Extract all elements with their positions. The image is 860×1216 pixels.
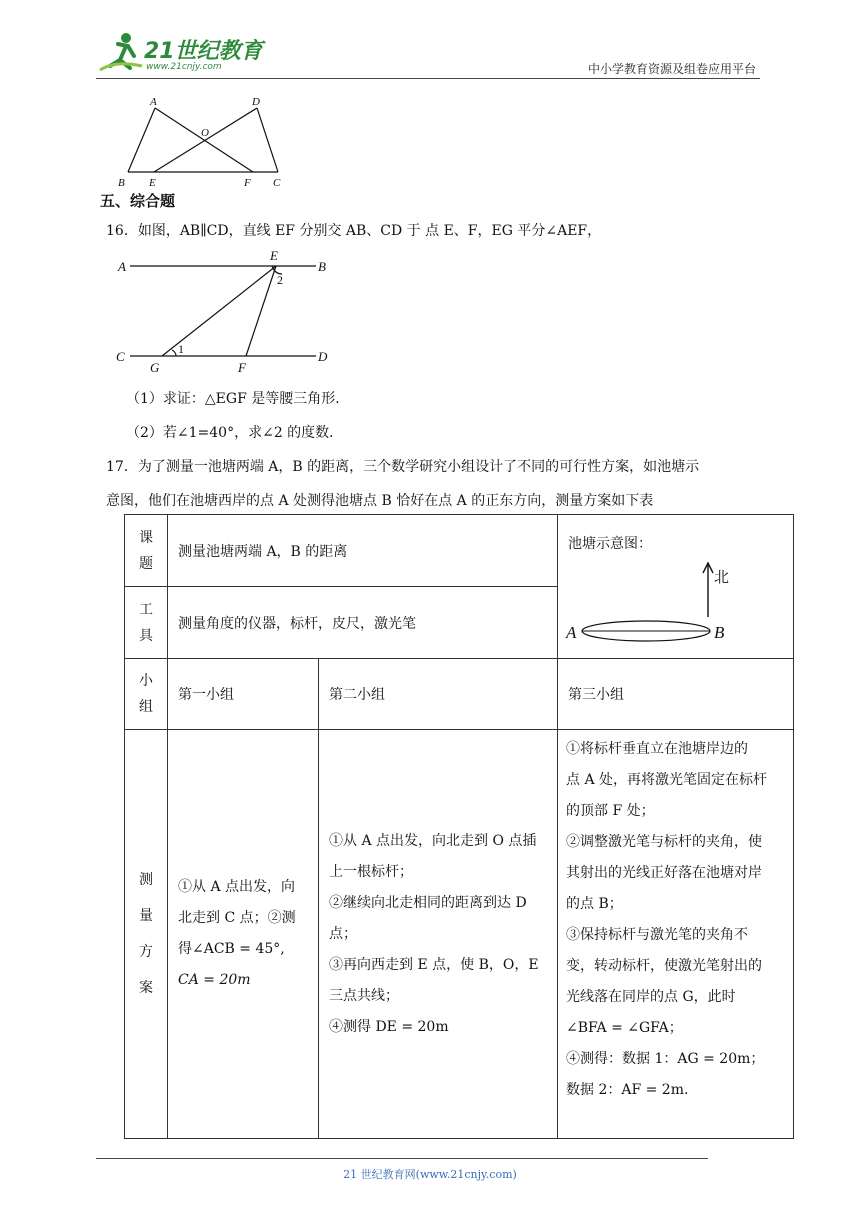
table-row	[125, 730, 794, 1139]
plan1-cell	[168, 730, 319, 1139]
label-f: F	[238, 360, 246, 375]
tool-label: 工具	[125, 587, 168, 659]
plan2-line: 上一根标杆；	[329, 863, 413, 880]
plan3-line: ④测得：数据 1：AG = 20m；	[566, 1051, 765, 1067]
plan3-line: 点 A 处，再将激光笔固定在标杆	[566, 772, 768, 788]
header-divider	[96, 78, 760, 79]
plan2-line: ④测得 DE = 20m	[329, 1018, 449, 1035]
label-g: G	[150, 360, 160, 375]
plan1-line: ①从 A 点出发，向	[178, 879, 296, 895]
label-f: F	[244, 177, 251, 189]
point-a-label: A	[566, 623, 577, 642]
label-a: A	[118, 259, 126, 274]
group2-header: 第二小组	[319, 659, 558, 730]
label-d: D	[318, 349, 328, 364]
plan3-line: ①将标杆垂直立在池塘岸边的	[566, 741, 748, 757]
plan2-line: ①从 A 点出发，向北走到 O 点插	[329, 832, 537, 849]
figure-trapezoid	[110, 94, 300, 190]
plan-label: 测量方案	[125, 730, 168, 1139]
plan2-line: 点；	[329, 925, 357, 942]
label-b: B	[118, 177, 125, 189]
page-header	[96, 30, 756, 78]
plan2-cell	[319, 730, 558, 1139]
plan3-line: ②调整激光笔与标杆的夹角，使	[566, 834, 762, 850]
site-logo	[96, 30, 266, 76]
plan3-line: ③保持标杆与激光笔的夹角不	[566, 927, 748, 943]
figure-parallel-lines	[112, 246, 338, 378]
site-name: 中小学教育资源及组卷应用平台	[587, 62, 756, 76]
label-e: E	[270, 248, 278, 263]
plan3-line: 数据 2：AF = 2m.	[566, 1082, 689, 1098]
plan3-line: ∠BFA = ∠GFA；	[566, 1020, 683, 1036]
group1-header: 第一小组	[168, 659, 319, 730]
table-row	[125, 659, 794, 730]
label-e: E	[149, 177, 156, 189]
plan1-line: CA = 20m	[178, 972, 251, 988]
plan2-line: ②继续向北走相同的距离到达 D	[329, 894, 527, 911]
north-label: 北	[714, 568, 730, 586]
logo-subtext: www.21cnjy.com	[146, 62, 222, 72]
topic-value: 测量池塘两端 A，B 的距离	[168, 515, 558, 587]
footer-divider	[96, 1158, 708, 1159]
label-d: D	[252, 96, 260, 108]
table-row	[125, 515, 794, 587]
group3-header: 第三小组	[558, 659, 794, 730]
pond-diagram-cell	[558, 515, 794, 659]
plan2-line: ③再向西走到 E 点，使 B，O，E	[329, 956, 539, 973]
label-a: A	[150, 96, 157, 108]
plan3-line: 的顶部 F 处；	[566, 803, 655, 819]
q17-stem-line1: 17．为了测量一池塘两端 A，B 的距离，三个数学研究小组设计了不同的可行性方案，如池塘示	[106, 459, 700, 475]
label-c: C	[273, 177, 281, 189]
footer-text: 21 世纪教育网(www.21cnjy.com)	[343, 1168, 517, 1181]
plan3-cell	[558, 730, 794, 1139]
label-c: C	[116, 349, 125, 364]
section-title: 五、综合题	[100, 192, 176, 210]
q16-stem: 16．如图，AB∥CD，直线 EF 分别交 AB、CD 于 点 E、F，EG 平分∠AEF，	[106, 223, 602, 239]
label-o: O	[201, 127, 209, 139]
group-label: 小组	[125, 659, 168, 730]
plan3-line: 的点 B；	[566, 896, 623, 912]
plan3-line: 变，转动标杆，使激光笔射出的	[566, 958, 762, 974]
pond-diagram	[558, 515, 794, 659]
logo-text: 21世纪教育	[144, 39, 263, 64]
q16-part2: （2）若∠1=40°，求∠2 的度数．	[126, 425, 344, 441]
label-b: B	[318, 259, 326, 274]
plan-table	[124, 514, 794, 1139]
tool-value: 测量角度的仪器，标杆，皮尺，激光笔	[168, 587, 558, 659]
label-angle-2: 2	[277, 273, 283, 287]
topic-label: 课题	[125, 515, 168, 587]
plan3-line: 其射出的光线正好落在池塘对岸	[566, 865, 762, 881]
plan1-line: 得∠ACB = 45°,	[178, 941, 285, 957]
plan3-line: 光线落在同岸的点 G，此时	[566, 989, 736, 1005]
runner-icon	[96, 30, 144, 74]
pond-diagram-title: 池塘示意图：	[568, 536, 652, 552]
point-b-label: B	[714, 623, 725, 642]
plan2-line: 三点共线；	[329, 987, 399, 1004]
plan1-line: 北走到 C 点；②测	[178, 910, 296, 926]
q16-part1: （1）求证：△EGF 是等腰三角形．	[126, 391, 350, 407]
q17-stem-line2: 意图，他们在池塘西岸的点 A 处测得池塘点 B 恰好在点 A 的正东方向，测量方案如下表	[106, 493, 654, 509]
label-angle-1: 1	[178, 342, 184, 356]
